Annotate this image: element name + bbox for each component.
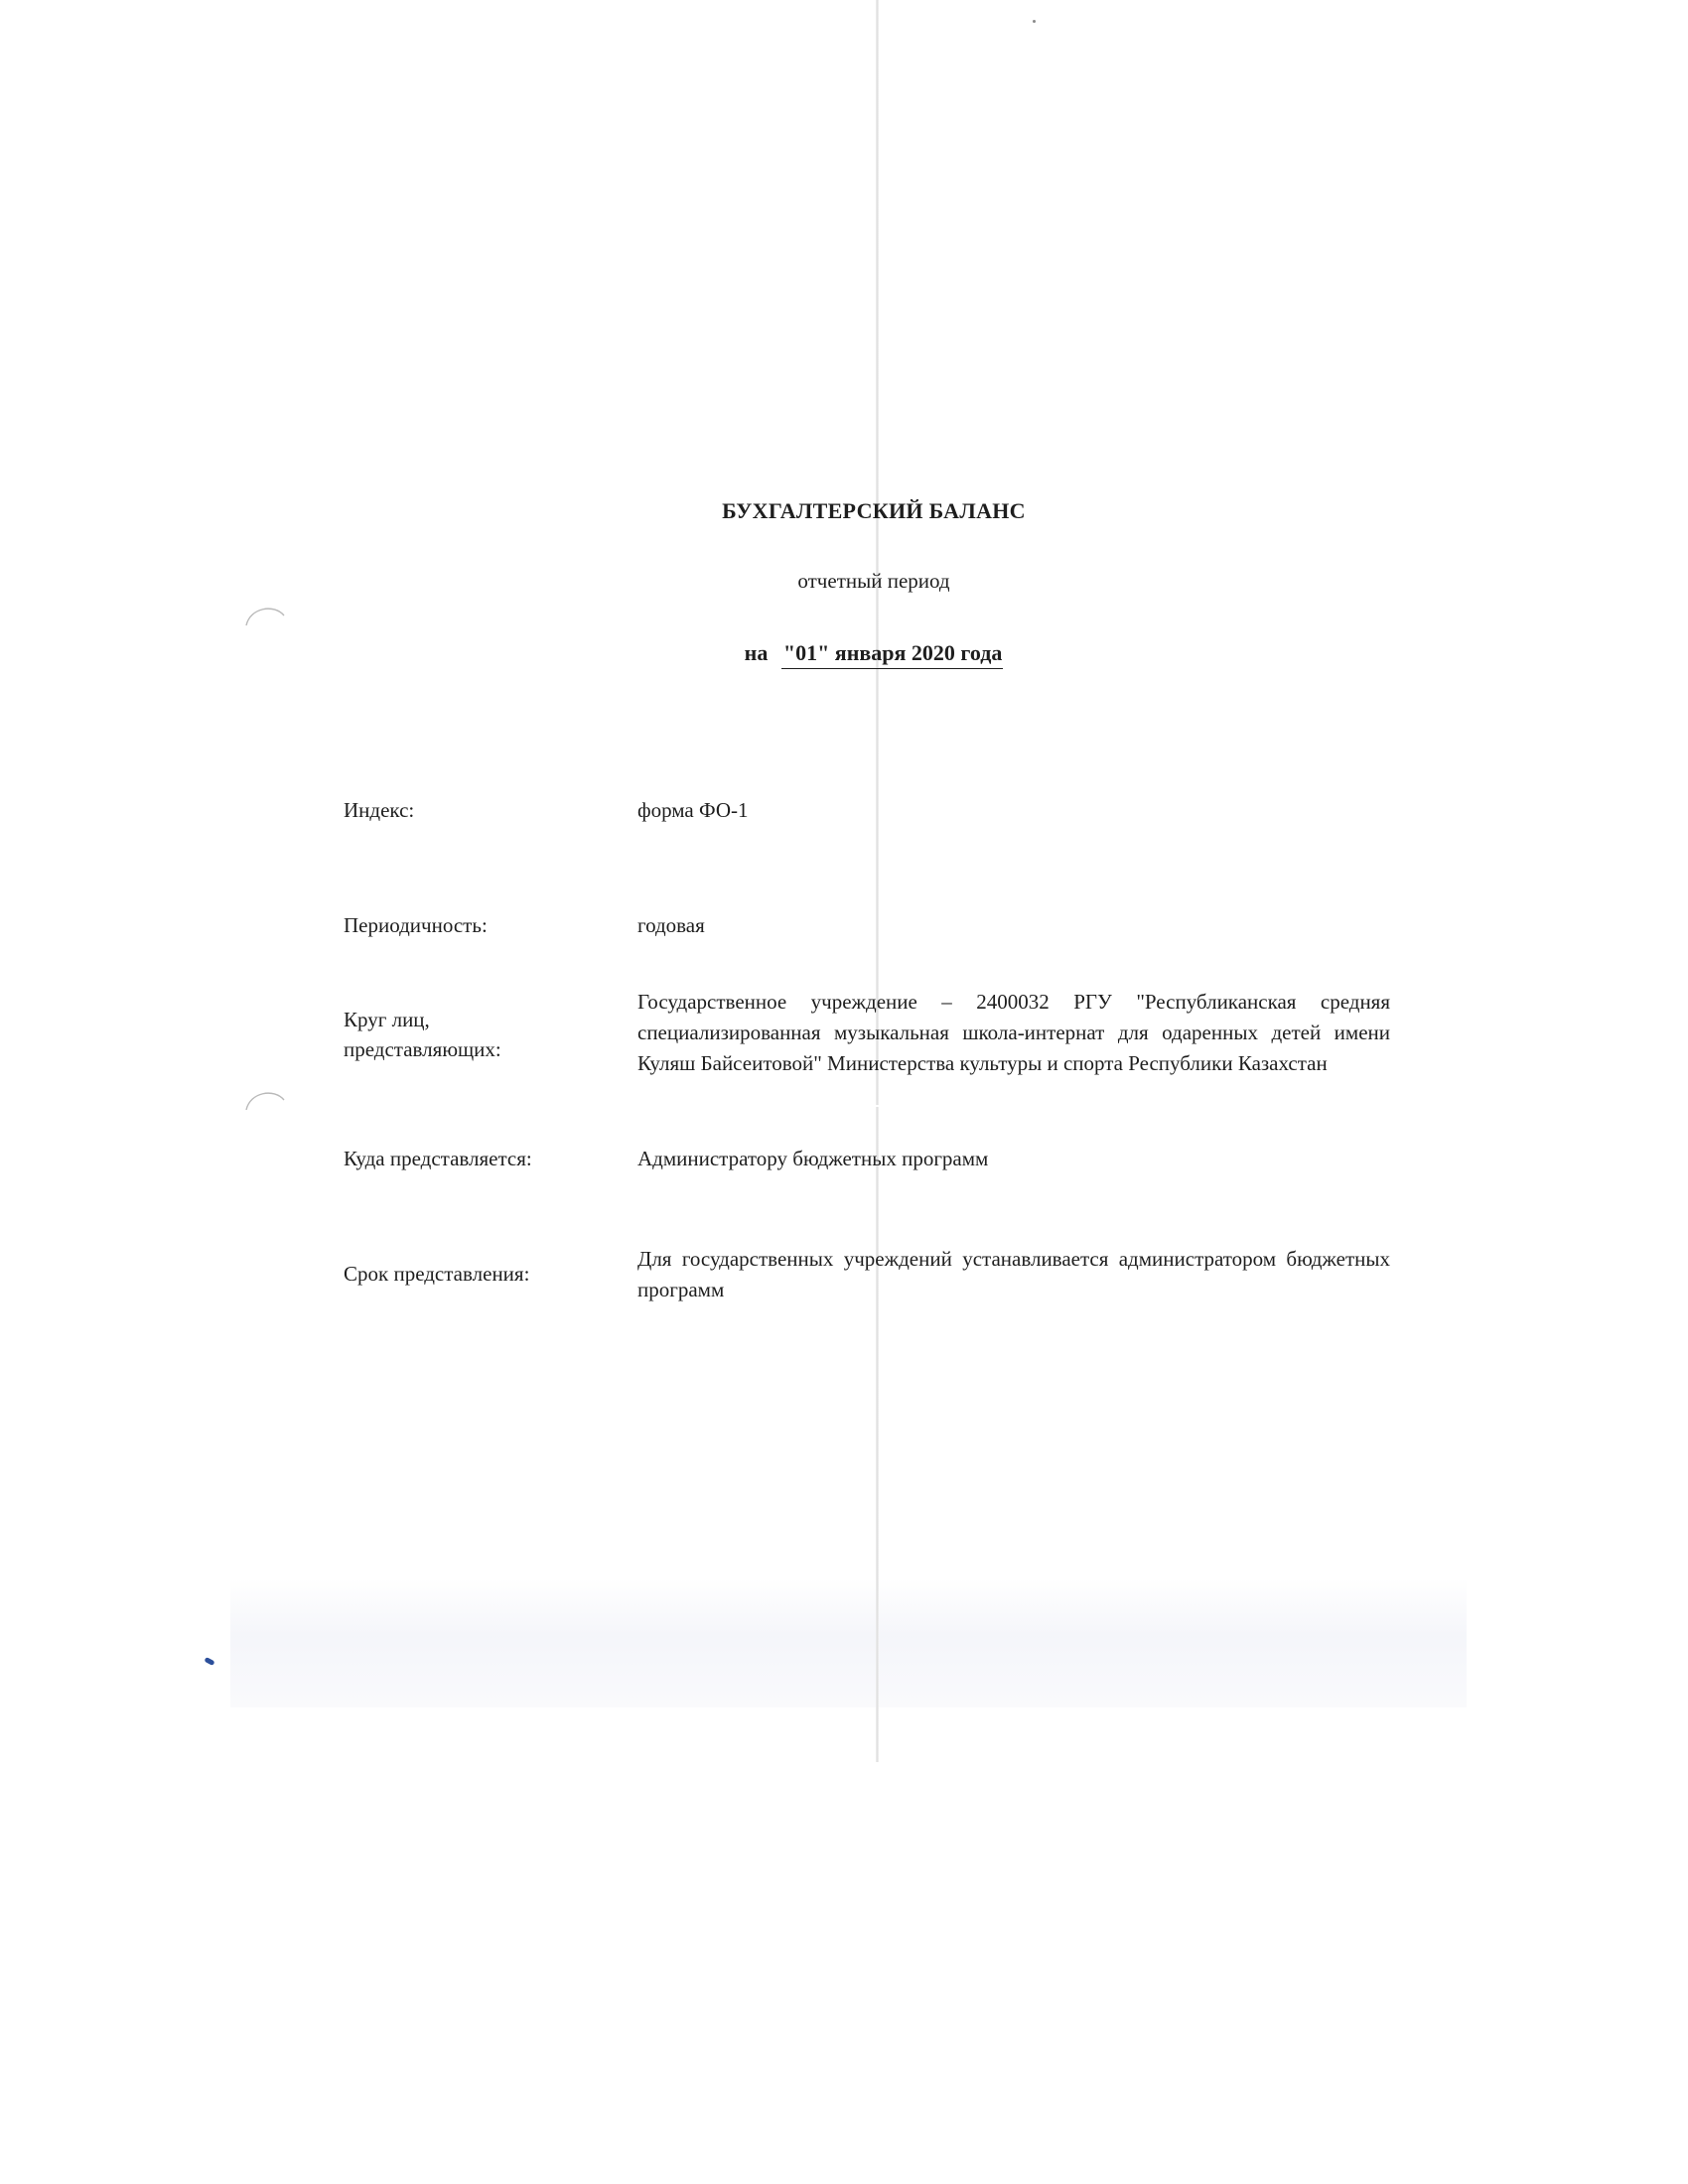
document-title: БУХГАЛТЕРСКИЙ БАЛАНС	[722, 498, 1026, 523]
report-date-value: "01" января 2020 года	[781, 640, 1003, 669]
ink-mark	[204, 1657, 214, 1666]
reporting-period-caption: отчетный период	[797, 569, 950, 593]
deadline-value: Для государственных учреждений устанавливается администратором бюджетных программ	[637, 1247, 1390, 1301]
periodicity-value: годовая	[637, 913, 705, 937]
recipient-value: Администратору бюджетных программ	[637, 1147, 989, 1170]
punch-hole-mark-bottom	[244, 1086, 286, 1112]
scan-shading	[230, 1578, 1467, 1707]
punch-hole-mark-top	[244, 602, 286, 627]
periodicity-label: Периодичность:	[344, 913, 488, 937]
recipient-label: Куда представляется:	[344, 1147, 532, 1170]
deadline-label: Срок представления:	[344, 1262, 530, 1286]
reporters-label-line1: Круг лиц,	[344, 1008, 430, 1031]
report-date-prefix: на	[744, 640, 769, 665]
reporters-value-text: Государственное учреждение – 2400032 РГУ "Республиканская средняя специализированная музыкальная школа-интернат для одаренных детей имени Куляш Байсеитовой" Министерства культуры и спорта Республики Казахстан	[637, 990, 1390, 1075]
scan-speck	[1033, 20, 1036, 23]
index-value: форма ФО-1	[637, 798, 749, 822]
reporters-label	[344, 1005, 612, 1064]
reporters-label-line2: представляющих:	[344, 1037, 501, 1061]
reporters-value	[637, 987, 1390, 1107]
paper-fold-line	[876, 0, 879, 1762]
report-date-line	[0, 640, 1688, 669]
index-label: Индекс:	[344, 798, 415, 822]
